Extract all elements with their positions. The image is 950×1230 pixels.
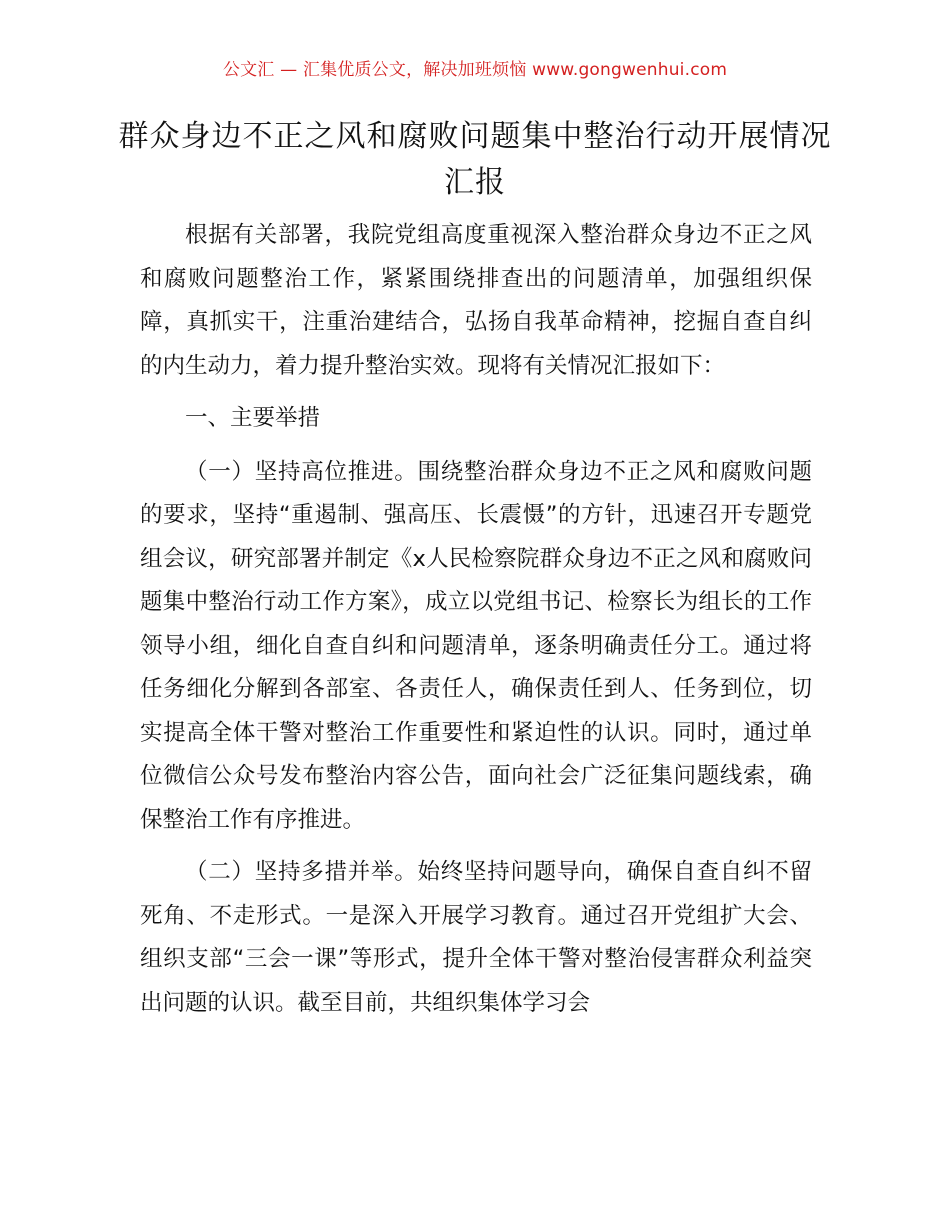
document-body [140,214,812,1034]
document-title: 群众身边不正之风和腐败问题集中整治行动开展情况汇报 [118,119,832,200]
site-banner: 公文汇 — 汇集优质公文，解决加班烦恼 www.gongwenhui.com [222,60,728,80]
intro-paragraph: 根据有关部署，我院党组高度重视深入整治群众身边不正之风和腐败问题整治工作，紧紧围绕排查出的问题清单，加强组织保障，真抓实干，注重治建结合，弘扬自我革命精神，挖掘自查自纠的内生动力，着力提升整治实效。现将有关情况汇报如下： [140,222,812,379]
body-paragraph: （二）坚持多措并举。始终坚持问题导向，确保自查自纠不留死角、不走形式。一是深入开展学习教育。通过召开党组扩大会、组织支部“三会一课”等形式，提升全体干警对整治侵害群众利益突出问题的认识。截至目前，共组织集体学习会 [140,859,812,1016]
section-heading: 一、主要举措 [185,405,321,431]
body-paragraph: （一）坚持高位推进。围绕整治群众身边不正之风和腐败问题的要求，坚持“重遏制、强高压、长震慑”的方针，迅速召开专题党组会议，研究部署并制定《x人民检察院群众身边不正之风和腐败问题集中整治行动工作方案》，成立以党组书记、检察长为组长的工作领导小组，细化自查自纠和问题清单，逐条明确责任分工。通过将任务细化分解到各部室、各责任人，确保责任到人、任务到位，切实提高全体干警对整治工作重要性和紧迫性的认识。同时，通过单位微信公众号发布整治内容公告，面向社会广泛征集问题线索，确保整治工作有序推进。 [140,458,812,833]
